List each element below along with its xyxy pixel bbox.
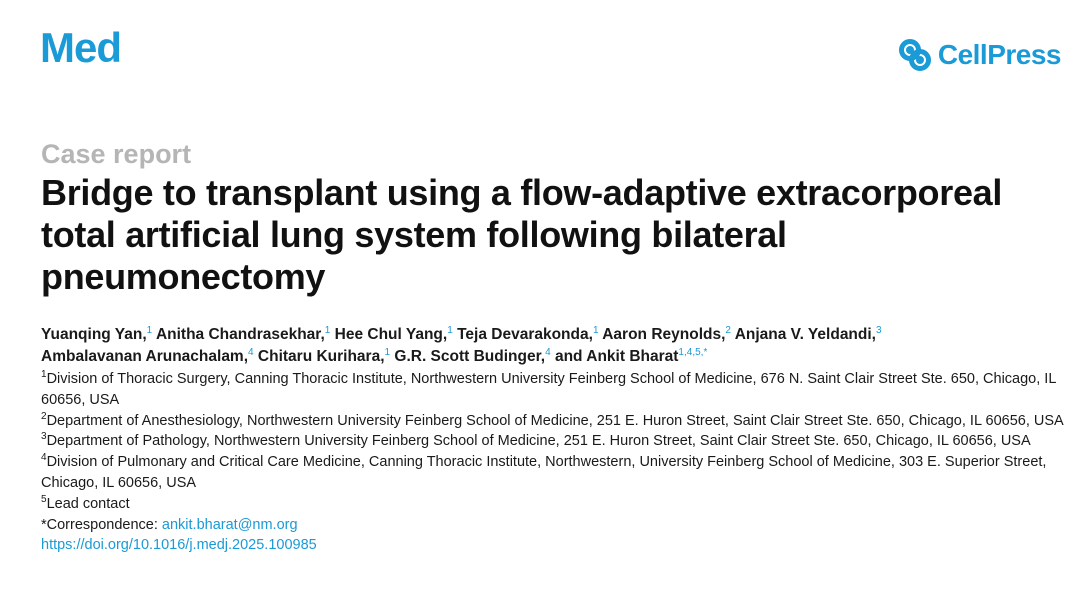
publisher-name: CellPress [937, 39, 1061, 70]
author-name[interactable]: Ambalavanan Arunachalam,$^4$ [41, 346, 254, 365]
doi-link[interactable]: https://doi.org/10.1016/j.medj.2025.100985 [41, 537, 317, 554]
affiliation-text: Department of Pathology, Northwestern University Feinberg School of Medicine, 251 E. Huron Street, Saint Clair Street Ste. 650, Chicago, IL 60656, USA [46, 433, 1031, 450]
author-name[interactable]: G.R. Scott Budinger,$^4$ [394, 346, 551, 365]
author-name[interactable]: and Ankit Bharat$^{1,4,5,*}$ [554, 346, 708, 365]
correspondence-email-link[interactable]: ankit.bharat@nm.org [161, 516, 298, 533]
lead-contact-note [41, 494, 1071, 515]
affiliation-item [41, 452, 1071, 494]
affiliation-number: 5 [41, 493, 47, 505]
journal-name[interactable]: Med [40, 24, 121, 71]
author-affiliation-marker: 1 [384, 346, 391, 358]
article-type: Case report [41, 139, 192, 169]
affiliation-number: 3 [41, 431, 47, 443]
correspondence-label: *Correspondence: [41, 516, 162, 533]
author-name[interactable]: Yuanqing Yan,$^1$ [41, 324, 153, 343]
author-affiliation-marker: 1 [324, 324, 331, 336]
affiliation-item [41, 431, 1071, 452]
author-affiliation-marker: 1 [447, 324, 453, 336]
cellpress-logo-icon [898, 38, 932, 72]
author-affiliation-marker: 3 [875, 324, 882, 336]
affiliation-number: 4 [41, 452, 47, 464]
affiliation-text: Division of Thoracic Surgery, Canning Thoracic Institute, Northwestern University Feinberg School of Medicine, 676 N. Saint Clair Street Ste. 650, Chicago, IL 60656, USA [41, 371, 1056, 408]
author-name[interactable]: Anitha Chandrasekhar,$^1$ [155, 324, 331, 343]
author-affiliation-marker: 1 [592, 324, 599, 336]
affiliation-item [41, 369, 1071, 411]
article-title: Bridge to transplant using a flow-adaptive extracorporeal total artificial lung system following bilateral pneumonectomy [41, 172, 1003, 297]
affiliation-text: Lead contact [46, 495, 130, 512]
author-affiliation-marker: 2 [725, 324, 731, 336]
author-affiliation-marker: 4 [545, 346, 551, 358]
author-affiliation-marker: 1 [146, 324, 153, 336]
author-name[interactable]: Hee Chul Yang,$^1$ [334, 324, 453, 343]
author-name[interactable]: Teja Devarakonda,$^1$ [457, 324, 599, 343]
affiliations [41, 369, 1071, 556]
author-list [41, 324, 1071, 368]
affiliation-text: Division of Pulmonary and Critical Care Medicine, Canning Thoracic Institute, Northwestern, University Feinberg School of Medicine, 303 E. Superior Street, Chicago, IL 60656, USA [41, 454, 1047, 491]
affiliation-text: Department of Anesthesiology, Northwestern University Feinberg School of Medicine, 251 E. Huron Street, Saint Clair Street Ste. 650, Chicago, IL 60656, USA [46, 412, 1064, 429]
author-affiliation-marker: 4 [248, 346, 254, 358]
affiliation-number: 1 [41, 369, 47, 381]
author-name[interactable]: Aaron Reynolds,$^2$ [602, 324, 731, 343]
author-affiliation-marker: 1,4,5,* [678, 346, 708, 358]
affiliation-item [41, 411, 1071, 432]
author-name[interactable]: Anjana V. Yeldandi,$^3$ [734, 324, 882, 343]
affiliation-number: 2 [41, 410, 47, 422]
publisher-logo[interactable] [898, 38, 1061, 72]
correspondence-line [41, 515, 1071, 536]
author-name[interactable]: Chitaru Kurihara,$^1$ [257, 346, 391, 365]
